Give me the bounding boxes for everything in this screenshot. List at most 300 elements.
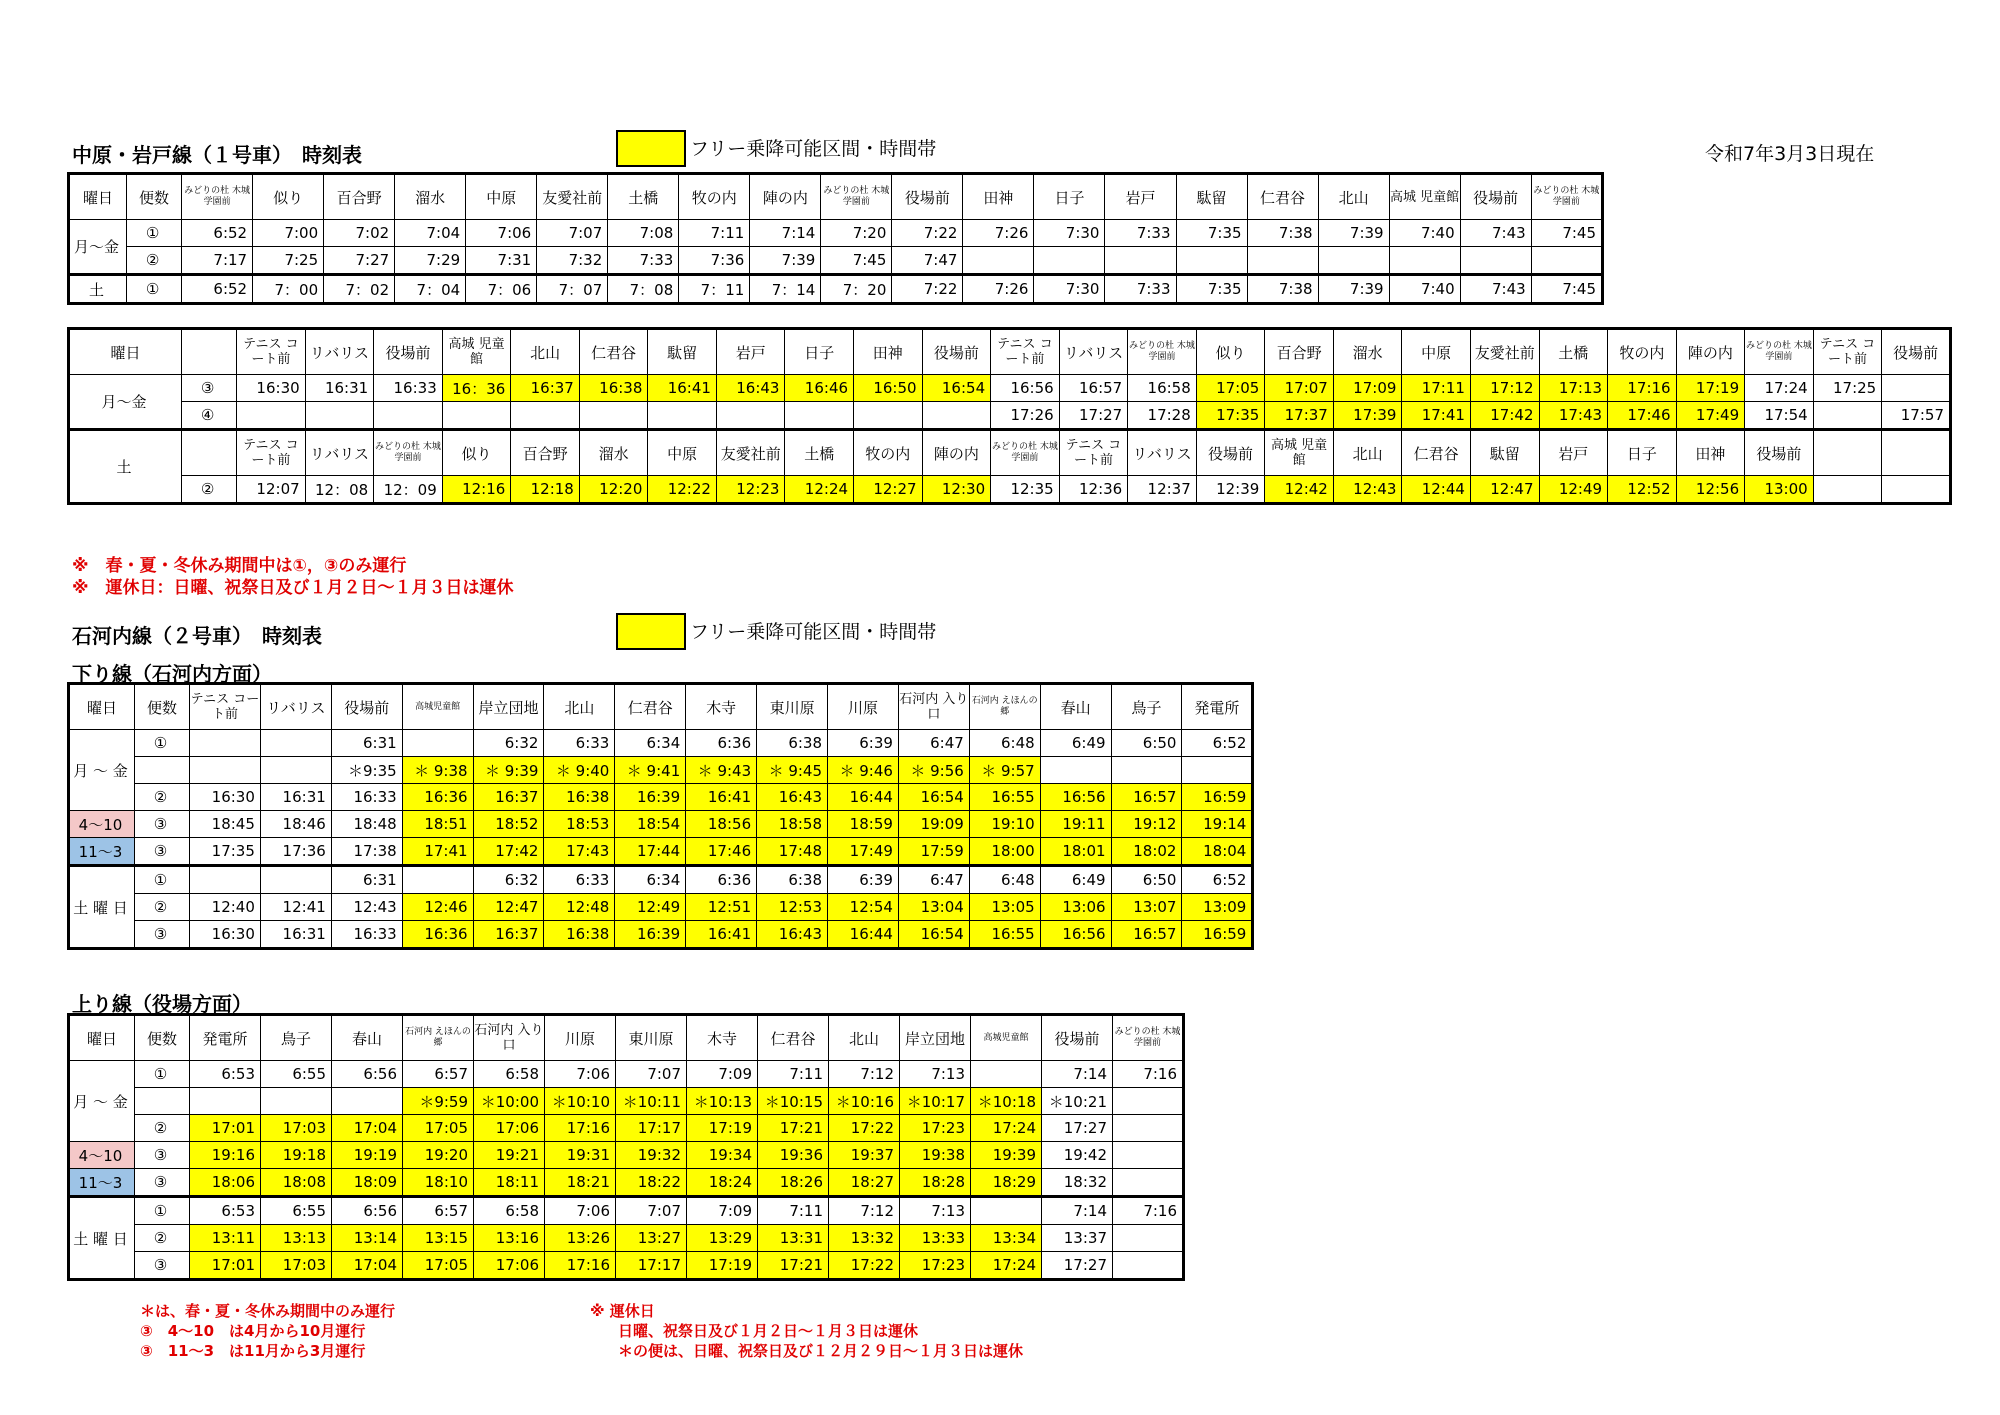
time-cell: 17:27 [1059,402,1128,430]
day-label: 土 曜 日 [69,866,135,949]
time-cell: 17:54 [1745,402,1814,430]
time-cell: ＊10:10 [545,1088,616,1115]
time-cell: 6:38 [757,730,828,757]
time-cell [716,402,785,430]
time-cell: 7:38 [1247,220,1318,247]
stop-header: 役場前 [1042,1015,1113,1061]
stop-header: 石河内 入り口 [898,684,969,730]
time-cell: 12:23 [716,476,785,504]
stop-header: 石河内 えほんの郷 [969,684,1040,730]
stop-header: 役場前 [1460,174,1531,220]
time-cell: 7:31 [466,247,537,275]
time-cell: 13:11 [190,1225,261,1252]
stop-header: 溜水 [395,174,466,220]
time-cell: ＊10:11 [616,1088,687,1115]
stop-header: 日子 [1608,430,1677,476]
time-cell: 13:32 [829,1225,900,1252]
time-cell [511,402,580,430]
stop-header: 中原 [648,430,717,476]
time-cell: 18:32 [1042,1169,1113,1197]
time-cell: 12:48 [544,894,615,921]
time-cell [1247,247,1318,275]
time-cell: 16:54 [898,921,969,949]
table-row [69,1142,1184,1169]
time-cell: 17:46 [1608,402,1677,430]
header-blank [182,329,237,375]
time-cell: 7：00 [253,275,324,304]
time-cell: 17:03 [261,1252,332,1280]
time-cell: 7:43 [1460,220,1531,247]
stop-header: 似り [442,430,511,476]
stop-header: 春山 [332,1015,403,1061]
line2-note-right-2: 日曜、祝祭日及び１月２日～１月３日は運休 [618,1322,919,1340]
time-cell: 13:05 [969,894,1040,921]
time-cell [402,866,473,894]
time-cell: 7:38 [1247,275,1318,304]
stop-header: リバリス [260,684,331,730]
time-cell: 7:11 [758,1061,829,1088]
time-cell [579,402,648,430]
stop-header: 東川原 [757,684,828,730]
time-cell: 18:27 [829,1169,900,1197]
time-cell: 12:56 [1676,476,1745,504]
time-cell [442,402,511,430]
stop-header: 岩戸 [1105,174,1176,220]
time-cell: 6:39 [828,866,899,894]
time-cell: 16:43 [757,784,828,811]
time-cell: 16:41 [686,921,757,949]
time-cell: 16:43 [757,921,828,949]
stop-header: 岸立団地 [473,684,544,730]
line1-morning-table [67,172,1604,305]
time-cell: 7:26 [963,220,1034,247]
table-row [69,329,1951,375]
stop-header: 日子 [785,329,854,375]
stop-header: みどりの杜 木城学園前 [182,174,253,220]
bin-number: ③ [135,838,190,866]
time-cell: 17:09 [1333,375,1402,402]
time-cell: 7:09 [687,1197,758,1225]
stop-header: みどりの杜 木城学園前 [1531,174,1602,220]
time-cell: 7:14 [1042,1061,1113,1088]
time-cell: 7:30 [1034,220,1105,247]
stop-header: 春山 [1040,684,1111,730]
time-cell: 6:50 [1111,730,1182,757]
time-cell: 7:33 [608,247,679,275]
time-cell: 13:16 [474,1225,545,1252]
stop-header: リバリス [1128,430,1197,476]
header-bin: 便数 [135,684,190,730]
time-cell: 18:21 [545,1169,616,1197]
day-label: 土 曜 日 [69,1197,135,1280]
time-cell: 12:27 [854,476,923,504]
stop-header: 役場前 [1196,430,1265,476]
time-cell: 7：07 [537,275,608,304]
time-cell: 6:32 [473,730,544,757]
time-cell: 19:19 [332,1142,403,1169]
stop-header: 駄留 [1176,174,1247,220]
time-cell: 16:31 [305,375,374,402]
stop-header: 駄留 [1470,430,1539,476]
time-cell: 7:27 [324,247,395,275]
time-cell: 18:10 [403,1169,474,1197]
time-cell: 19:09 [898,811,969,838]
time-cell: 6:56 [332,1197,403,1225]
bin-number: ③ [135,811,190,838]
time-cell: 7:26 [963,275,1034,304]
time-cell [1882,476,1951,504]
time-cell [1882,375,1951,402]
time-cell: 12:36 [1059,476,1128,504]
time-cell: 7:32 [537,247,608,275]
bin-number: ② [135,894,190,921]
stop-header: 陣の内 [922,430,991,476]
time-cell: 13:26 [545,1225,616,1252]
time-cell: 16:59 [1182,921,1253,949]
time-cell [190,1088,261,1115]
time-cell: 12:07 [237,476,306,504]
time-cell: 12:42 [1265,476,1334,504]
stop-header: 陣の内 [750,174,821,220]
time-cell: 17:26 [991,402,1060,430]
time-cell: 12:43 [1333,476,1402,504]
time-cell: ＊ 9:45 [757,757,828,784]
time-cell: 16:38 [544,921,615,949]
time-cell: 17:59 [898,838,969,866]
time-cell [261,1088,332,1115]
time-cell: 7:04 [395,220,466,247]
time-cell [237,402,306,430]
time-cell: 17:42 [1470,402,1539,430]
stop-header: 百合野 [1265,329,1334,375]
time-cell: 19:20 [403,1142,474,1169]
table-row [69,730,1253,757]
time-cell: 19:34 [687,1142,758,1169]
day-label: 月～金 [69,220,127,275]
stop-header: 土橋 [608,174,679,220]
bin-number: ① [135,730,190,757]
stop-header: 田神 [963,174,1034,220]
time-cell: ＊ 9:46 [828,757,899,784]
bin-number: ① [127,220,182,247]
table-row [69,1169,1184,1197]
time-cell: 6:52 [1182,730,1253,757]
header-bin: 便数 [127,174,182,220]
time-cell: 7：11 [679,275,750,304]
time-cell [190,866,261,894]
time-cell [190,757,261,784]
time-cell: 7:11 [679,220,750,247]
time-cell: 18:58 [757,811,828,838]
time-cell: 18:28 [900,1169,971,1197]
time-cell [1105,247,1176,275]
time-cell: 17:27 [1042,1252,1113,1280]
table-row [69,220,1603,247]
time-cell: 16:57 [1059,375,1128,402]
stop-header: 高城 児童館 [1265,430,1334,476]
time-cell: 7:08 [608,220,679,247]
time-cell: 16:54 [922,375,991,402]
bin-number: ③ [135,1142,190,1169]
time-cell: 18:54 [615,811,686,838]
time-cell [260,730,331,757]
stop-header: 仁君谷 [1247,174,1318,220]
time-cell: 7:22 [892,275,963,304]
time-cell: 6:36 [686,730,757,757]
time-cell: 19:14 [1182,811,1253,838]
time-cell [1040,757,1111,784]
time-cell: 13:07 [1111,894,1182,921]
time-cell: 6:39 [828,730,899,757]
header-day: 曜日 [69,684,135,730]
time-cell: 7:30 [1034,275,1105,304]
time-cell: 17:16 [1608,375,1677,402]
time-cell: 16:36 [402,784,473,811]
time-cell: 6:58 [474,1061,545,1088]
stop-header: 友愛社前 [1470,329,1539,375]
time-cell: 6:55 [261,1197,332,1225]
time-cell: 6:32 [473,866,544,894]
time-cell: ＊ 9:57 [969,757,1040,784]
time-cell [963,247,1034,275]
time-cell: 16:44 [828,784,899,811]
stop-header: 友愛社前 [537,174,608,220]
time-cell: 16:37 [511,375,580,402]
time-cell: 6:52 [182,220,253,247]
time-cell: 13:09 [1182,894,1253,921]
time-cell: 16:43 [716,375,785,402]
time-cell: ＊10:17 [900,1088,971,1115]
time-cell: 16：36 [442,375,511,402]
time-cell: 17:05 [1196,375,1265,402]
line2-title: 石河内線（２号車） 時刻表 [72,624,322,648]
time-cell: 16:30 [190,784,261,811]
time-cell: 16:31 [260,784,331,811]
time-cell: ＊10:16 [829,1088,900,1115]
table-row [69,921,1253,949]
time-cell: 16:57 [1111,784,1182,811]
time-cell: 19:31 [545,1142,616,1169]
time-cell: 17:43 [1539,402,1608,430]
table-row [69,1252,1184,1280]
time-cell [971,1197,1042,1225]
time-cell [1813,476,1882,504]
table-row [69,402,1951,430]
time-cell: 12:39 [1196,476,1265,504]
header-bin: 便数 [135,1015,190,1061]
bin-number [135,757,190,784]
time-cell: 17:19 [1676,375,1745,402]
up-line-table [67,1013,1185,1281]
stop-header: リバリス [305,430,374,476]
time-cell: 13:06 [1040,894,1111,921]
time-cell: 13:13 [261,1225,332,1252]
table-row [69,811,1253,838]
time-cell: ＊ 9:40 [544,757,615,784]
stop-header: 木寺 [686,684,757,730]
time-cell: 17:46 [686,838,757,866]
stop-header: 土橋 [785,430,854,476]
time-cell: 7：02 [324,275,395,304]
time-cell: ＊10:15 [758,1088,829,1115]
stop-header: 北山 [511,329,580,375]
time-cell: ＊ 9:39 [473,757,544,784]
time-cell: 18:09 [332,1169,403,1197]
bin-number: ② [135,1225,190,1252]
day-label: 月～金 [69,375,182,430]
time-cell: 18:26 [758,1169,829,1197]
time-cell [374,402,443,430]
stop-header: 東川原 [616,1015,687,1061]
table-row [69,430,1951,476]
line1-evening-table [67,327,1952,505]
time-cell: 12:43 [331,894,402,921]
time-cell [1034,247,1105,275]
time-cell: ＊10:13 [687,1088,758,1115]
time-cell: 7:12 [829,1197,900,1225]
stop-header: 北山 [544,684,615,730]
time-cell: 12:52 [1608,476,1677,504]
time-cell: 18:04 [1182,838,1253,866]
stop-header: 友愛社前 [716,430,785,476]
time-cell: 17:21 [758,1252,829,1280]
time-cell: 18:08 [261,1169,332,1197]
time-cell: 16:31 [260,921,331,949]
time-cell: 17:21 [758,1115,829,1142]
time-cell: 17:04 [332,1252,403,1280]
stop-header: 役場前 [1882,329,1951,375]
time-cell: 17:06 [474,1252,545,1280]
time-cell [854,402,923,430]
day-label: 月 ～ 金 [69,1061,135,1142]
stop-header: テニス コート前 [1813,329,1882,375]
time-cell: 16:41 [686,784,757,811]
time-cell [332,1088,403,1115]
time-cell: 7：20 [821,275,892,304]
table-row [69,247,1603,275]
time-cell: 7：08 [608,275,679,304]
time-cell: 16:41 [648,375,717,402]
time-cell [1318,247,1389,275]
down-line-title: 下り線（石河内方面） [72,662,272,686]
stop-header: リバリス [305,329,374,375]
time-cell: 7:43 [1460,275,1531,304]
time-cell: 7:07 [616,1061,687,1088]
time-cell: 6:49 [1040,730,1111,757]
time-cell: 7:45 [821,247,892,275]
time-cell: 6:48 [969,730,1040,757]
time-cell: 12:47 [1470,476,1539,504]
time-cell: 7:16 [1113,1061,1184,1088]
time-cell: 17:01 [190,1252,261,1280]
time-cell: 17:03 [261,1115,332,1142]
time-cell [1111,757,1182,784]
time-cell: 17:57 [1882,402,1951,430]
time-cell: 7:20 [821,220,892,247]
time-cell: ＊10:18 [971,1088,1042,1115]
time-cell: 12:49 [615,894,686,921]
time-cell: 7:36 [679,247,750,275]
time-cell: 7:39 [1318,275,1389,304]
time-cell: 18:59 [828,811,899,838]
time-cell: 19:36 [758,1142,829,1169]
time-cell [1113,1225,1184,1252]
time-cell: 17:11 [1402,375,1471,402]
time-cell: 7:33 [1105,220,1176,247]
header-day: 曜日 [69,174,127,220]
time-cell: ＊ 9:38 [402,757,473,784]
table-row [69,684,1253,730]
stop-header: 百合野 [324,174,395,220]
bin-number: ① [127,275,182,304]
time-cell: 17:19 [687,1252,758,1280]
stop-header: 中原 [1402,329,1471,375]
table-row [69,1197,1184,1225]
time-cell: 17:37 [1265,402,1334,430]
time-cell: 6:47 [898,866,969,894]
table-row [69,1088,1184,1115]
time-cell: 18:24 [687,1169,758,1197]
time-cell: 7:35 [1176,275,1247,304]
time-cell: 7:13 [900,1197,971,1225]
time-cell: 17:43 [544,838,615,866]
stop-header: 仁君谷 [579,329,648,375]
time-cell [1113,1169,1184,1197]
stop-header: みどりの杜 木城学園前 [821,174,892,220]
time-cell: 17:19 [687,1115,758,1142]
table-row [69,894,1253,921]
time-cell: 17:24 [1745,375,1814,402]
header-blank [182,430,237,476]
time-cell: 6:52 [182,275,253,304]
time-cell: 7:12 [829,1061,900,1088]
time-cell: 17:42 [473,838,544,866]
time-cell [1182,757,1253,784]
time-cell: 17:36 [260,838,331,866]
time-cell: 16:55 [969,921,1040,949]
time-cell: 13:15 [403,1225,474,1252]
stop-header: 日子 [1034,174,1105,220]
time-cell: 17:38 [331,838,402,866]
stop-header [1813,430,1882,476]
bin-number: ③ [135,1169,190,1197]
stop-header: 牧の内 [854,430,923,476]
time-cell: 7:06 [466,220,537,247]
time-cell: 17:17 [616,1115,687,1142]
table-row [69,1225,1184,1252]
time-cell: 13:29 [687,1225,758,1252]
stop-header: 仁君谷 [1402,430,1471,476]
time-cell: 7:47 [892,247,963,275]
time-cell: 16:55 [969,784,1040,811]
time-cell: 17:06 [474,1115,545,1142]
time-cell: 12:30 [922,476,991,504]
as-of-date: 令和7年3月3日現在 [1705,143,1875,165]
time-cell: 19:38 [900,1142,971,1169]
time-cell: 7:22 [892,220,963,247]
time-cell: 13:00 [1745,476,1814,504]
stop-header: テニス コート前 [190,684,261,730]
time-cell: 7:11 [758,1197,829,1225]
time-cell: 7:16 [1113,1197,1184,1225]
time-cell: 17:35 [1196,402,1265,430]
time-cell: 7：14 [750,275,821,304]
time-cell: 18:22 [616,1169,687,1197]
time-cell: 16:36 [402,921,473,949]
line1-note-2: ※ 運休日：日曜、祝祭日及び１月２日～１月３日は運休 [72,578,514,598]
time-cell: 17:16 [545,1252,616,1280]
time-cell: 16:33 [331,921,402,949]
